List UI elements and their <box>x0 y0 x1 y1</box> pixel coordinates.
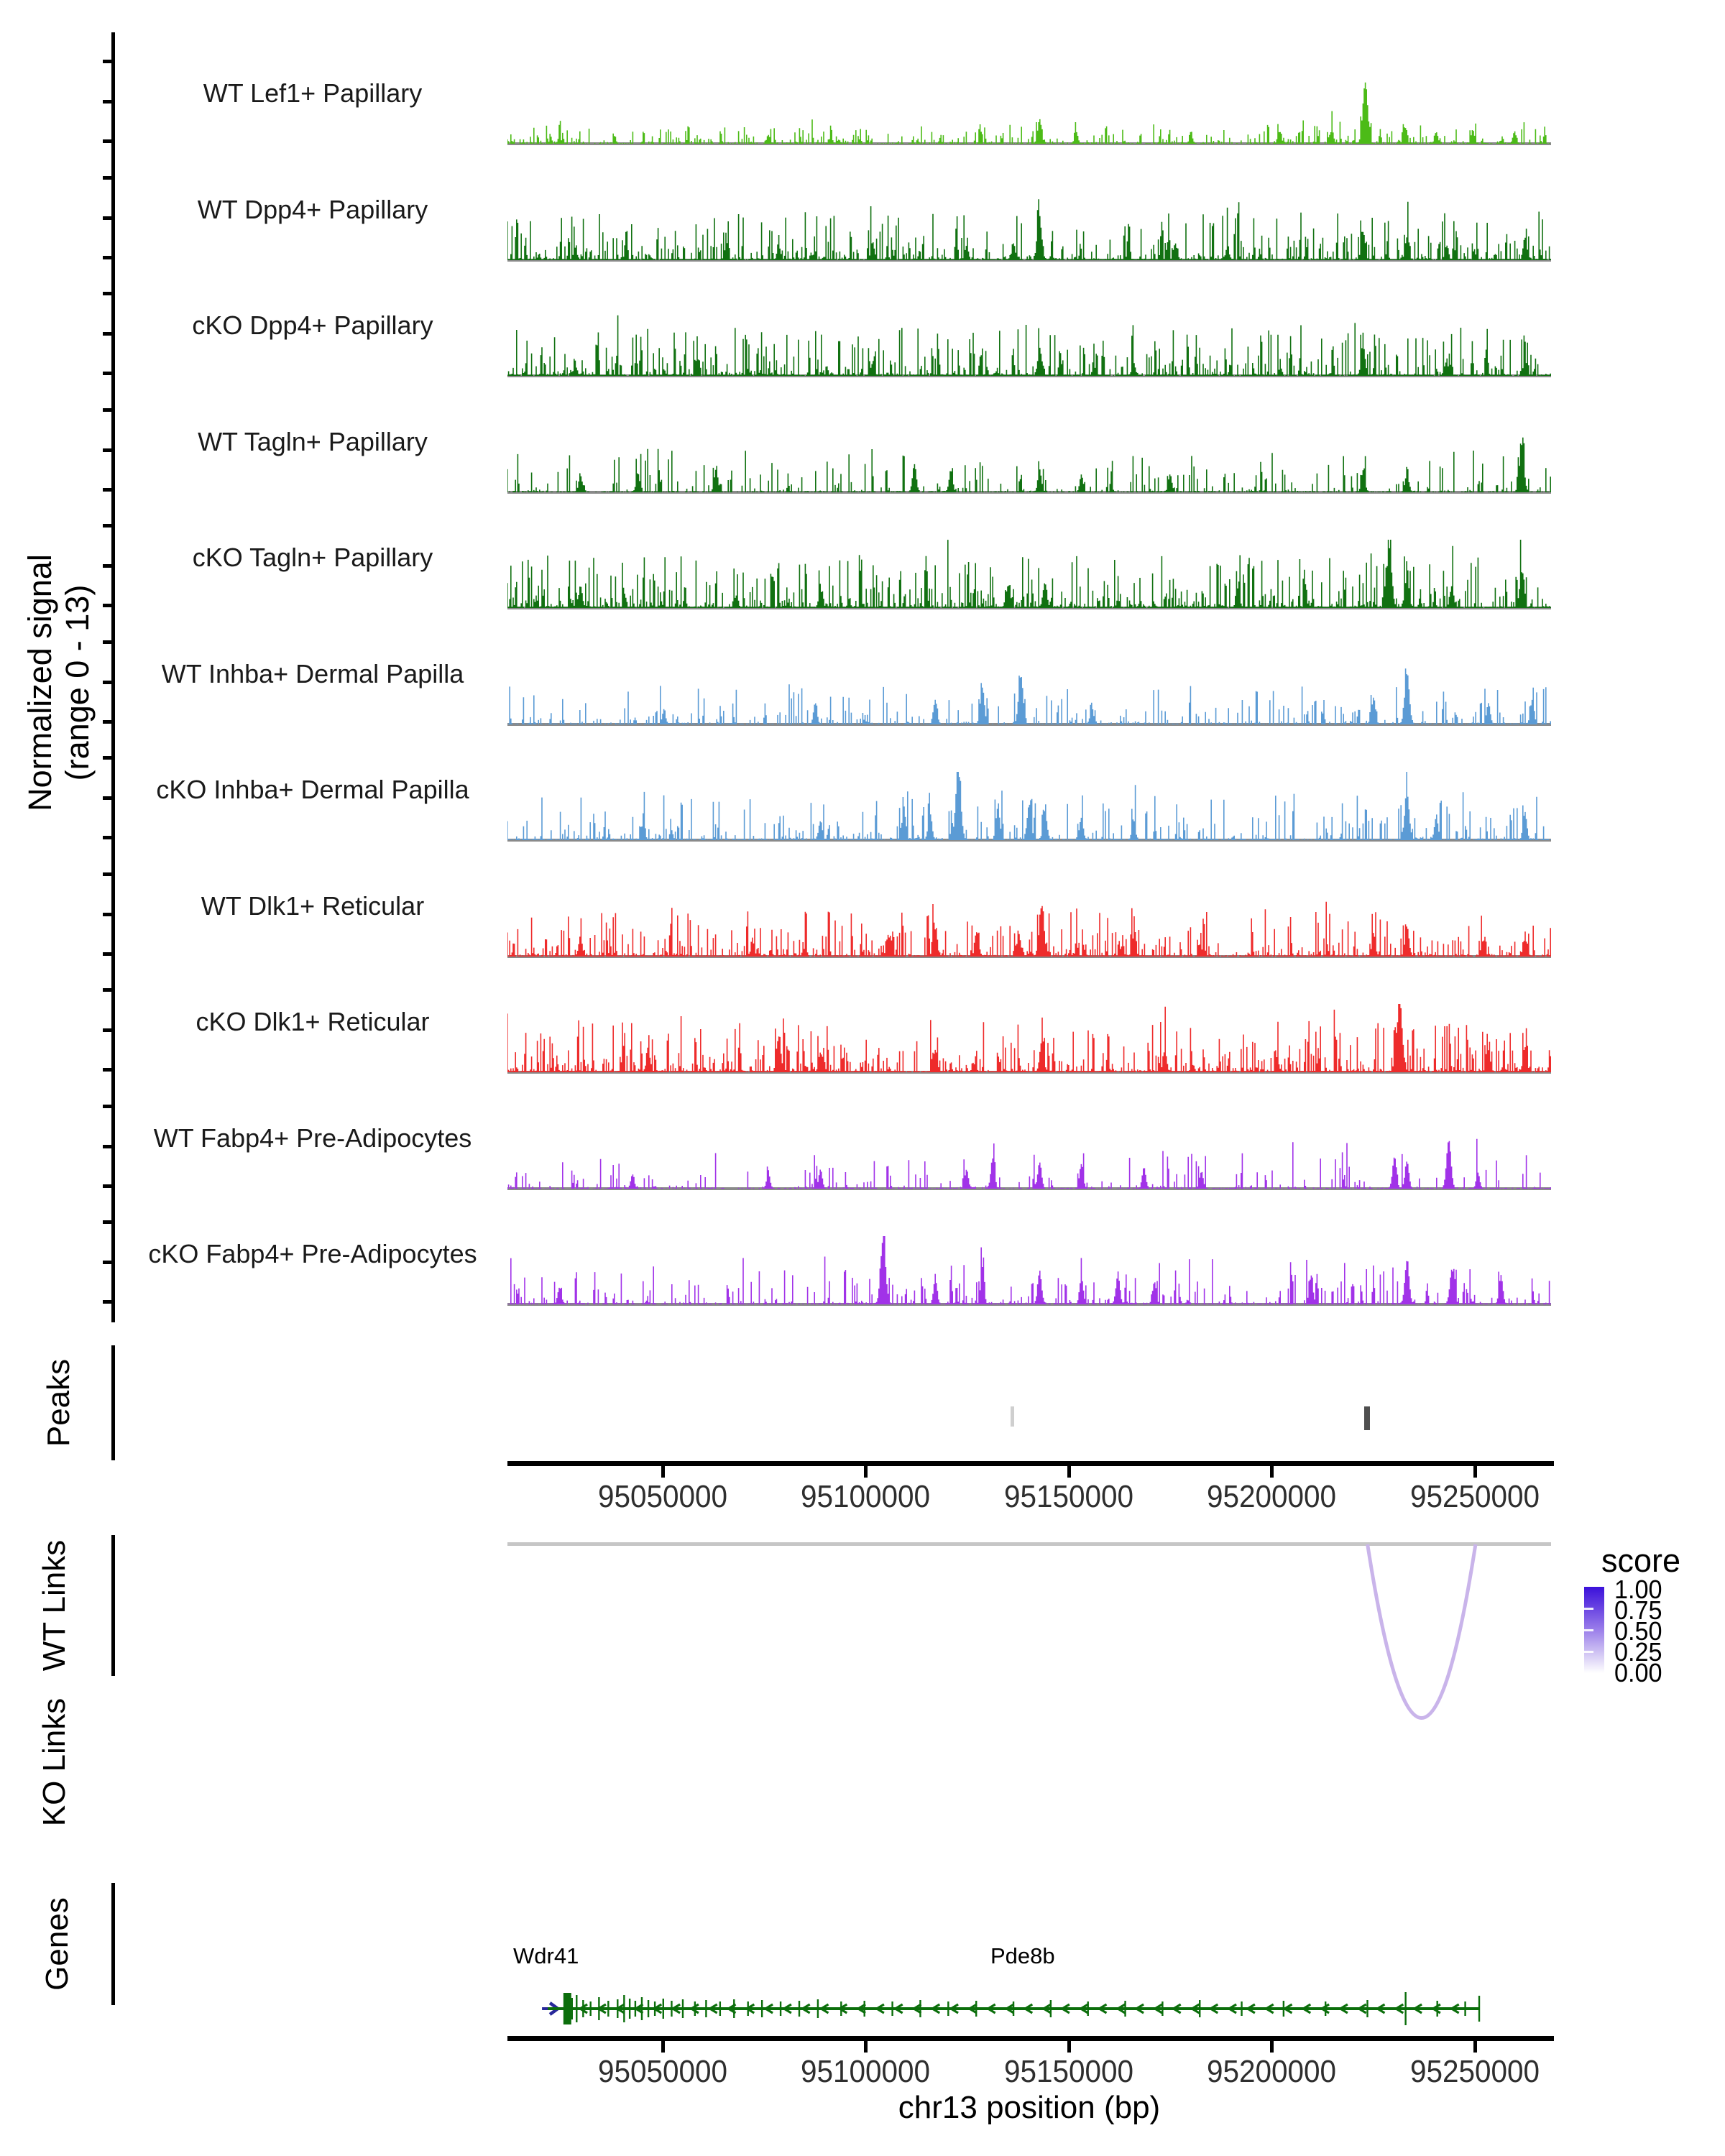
score-legend-tick-label: 0.25 <box>1614 1637 1662 1667</box>
track-label: WT Lef1+ Papillary <box>203 78 423 108</box>
coverage-signal <box>507 539 1551 608</box>
score-legend-tick-label: 1.00 <box>1614 1575 1662 1604</box>
signal-y-axis-tick <box>103 332 112 336</box>
genome-axis-tick-label: 95250000 <box>1409 1479 1540 1514</box>
coverage-signal <box>507 655 1551 724</box>
signal-y-axis-tick <box>103 176 112 180</box>
genome-axis-tick <box>661 2041 665 2053</box>
gene-name-label: Wdr41 <box>513 1943 579 1968</box>
track-label: cKO Fabp4+ Pre-Adipocytes <box>148 1239 477 1268</box>
genome-axis-tick <box>864 2041 868 2053</box>
coverage-signal <box>507 771 1551 840</box>
track-label: WT Dlk1+ Reticular <box>201 890 425 921</box>
signal-y-axis-tick <box>103 372 112 375</box>
coverage-signal <box>507 75 1551 144</box>
genome-axis-tick-label: 95250000 <box>1409 2054 1540 2089</box>
signal-y-axis-tick <box>103 604 112 607</box>
signal-y-axis-tick <box>103 256 112 259</box>
signal-y-axis-tick <box>103 1220 112 1224</box>
signal-y-axis-tick <box>103 913 112 916</box>
track-label: WT Fabp4+ Pre-Adipocytes <box>153 1123 472 1153</box>
coverage-signal <box>507 423 1551 492</box>
coverage-signal <box>507 1003 1551 1072</box>
genome-axis-tick <box>1473 2041 1477 2053</box>
signal-y-axis-tick <box>103 1068 112 1072</box>
peaks-section-label: Peaks <box>41 1358 76 1447</box>
peaks-bracket <box>111 1345 115 1460</box>
coverage-signal <box>507 1235 1551 1304</box>
y-axis-title-line1: Normalized signal <box>22 554 58 811</box>
signal-y-axis-tick <box>103 1300 112 1304</box>
gene-models <box>507 1976 1551 2042</box>
genome-axis-tick-label: 95150000 <box>1003 2054 1133 2089</box>
track-label: WT Tagln+ Papillary <box>198 426 428 456</box>
signal-y-axis-tick <box>103 1145 112 1148</box>
signal-y-axis-tick <box>103 681 112 684</box>
signal-y-axis-tick <box>103 1028 112 1032</box>
signal-y-axis-tick <box>103 408 112 412</box>
genome-axis-tick-label: 95050000 <box>597 1479 728 1514</box>
signal-y-axis-tick <box>103 488 112 492</box>
coverage-signal <box>507 307 1551 376</box>
coverage-signal <box>507 1120 1551 1189</box>
wt-links-arcs <box>507 1542 1551 1758</box>
genome-axis-tick-label: 95100000 <box>801 2054 931 2089</box>
genome-axis-tick-label: 95200000 <box>1207 2054 1337 2089</box>
coverage-signal <box>507 191 1551 260</box>
coverage-signal <box>507 888 1551 957</box>
wt-links-section-label: WT Links <box>37 1539 72 1672</box>
y-axis-title-line2: (range 0 - 13) <box>59 584 96 781</box>
signal-y-axis-tick <box>103 1105 112 1108</box>
signal-y-axis-tick <box>103 872 112 876</box>
signal-y-axis-tick <box>103 836 112 839</box>
signal-y-axis-tick <box>103 1261 112 1264</box>
genome-axis-tick <box>1270 2041 1274 2053</box>
track-label: WT Inhba+ Dermal Papilla <box>161 658 464 688</box>
signal-y-axis-tick <box>103 988 112 992</box>
score-legend-tick-dash <box>1584 1608 1593 1610</box>
genome-axis-tick-label: 95200000 <box>1207 1479 1337 1514</box>
ko-links-section-label: KO Links <box>37 1697 72 1827</box>
genes-bracket <box>111 1883 115 2005</box>
score-legend-tick-dash <box>1584 1629 1593 1631</box>
x-axis-title: chr13 position (bp) <box>898 2090 1161 2125</box>
signal-y-axis-tick <box>103 756 112 760</box>
signal-y-axis-tick <box>103 139 112 143</box>
track-label: cKO Dlk1+ Reticular <box>196 1007 430 1036</box>
track-label: cKO Inhba+ Dermal Papilla <box>156 775 469 804</box>
genome-axis-tick-label: 95150000 <box>1003 1479 1133 1514</box>
signal-y-axis-tick <box>103 60 112 63</box>
signal-y-axis-tick <box>103 1184 112 1188</box>
signal-y-axis-tick <box>103 564 112 568</box>
signal-y-axis-tick <box>103 796 112 800</box>
track-label: cKO Dpp4+ Papillary <box>192 310 433 340</box>
genome-axis-tick <box>864 1466 868 1478</box>
genome-axis-tick-label: 95100000 <box>801 1479 931 1514</box>
wt-links-bracket <box>111 1535 115 1676</box>
signal-y-axis-tick <box>103 952 112 956</box>
track-label: WT Dpp4+ Papillary <box>197 194 428 224</box>
signal-y-axis-tick <box>103 448 112 452</box>
peak-mark <box>1364 1406 1370 1430</box>
signal-y-axis-tick <box>103 524 112 528</box>
genome-axis-tick <box>1067 1466 1071 1478</box>
peak-mark <box>1011 1406 1014 1427</box>
signal-y-axis-line <box>111 32 115 1322</box>
gene-name-label: Pde8b <box>990 1943 1055 1968</box>
y-axis-title <box>22 554 96 811</box>
genome-axis-line <box>507 1461 1554 1466</box>
score-legend-tick-label: 0.00 <box>1614 1658 1662 1687</box>
genome-axis-tick <box>1067 2041 1071 2053</box>
genome-axis-tick <box>1473 1466 1477 1478</box>
signal-y-axis-tick <box>103 216 112 220</box>
track-label: cKO Tagln+ Papillary <box>192 543 433 572</box>
signal-y-axis-tick <box>103 720 112 724</box>
genome-axis-tick-label: 95050000 <box>597 2054 728 2089</box>
signal-y-axis-tick <box>103 292 112 295</box>
genome-axis-tick <box>1270 1466 1274 1478</box>
score-legend-title: score <box>1601 1542 1681 1579</box>
genome-axis-tick <box>661 1466 665 1478</box>
genes-section-label: Genes <box>40 1897 75 1991</box>
score-legend-tick-label: 0.50 <box>1614 1616 1662 1646</box>
signal-y-axis-tick <box>103 640 112 644</box>
signal-y-axis-tick <box>103 100 112 103</box>
score-legend-tick-dash <box>1584 1651 1593 1653</box>
score-legend-tick-label: 0.75 <box>1614 1595 1662 1625</box>
